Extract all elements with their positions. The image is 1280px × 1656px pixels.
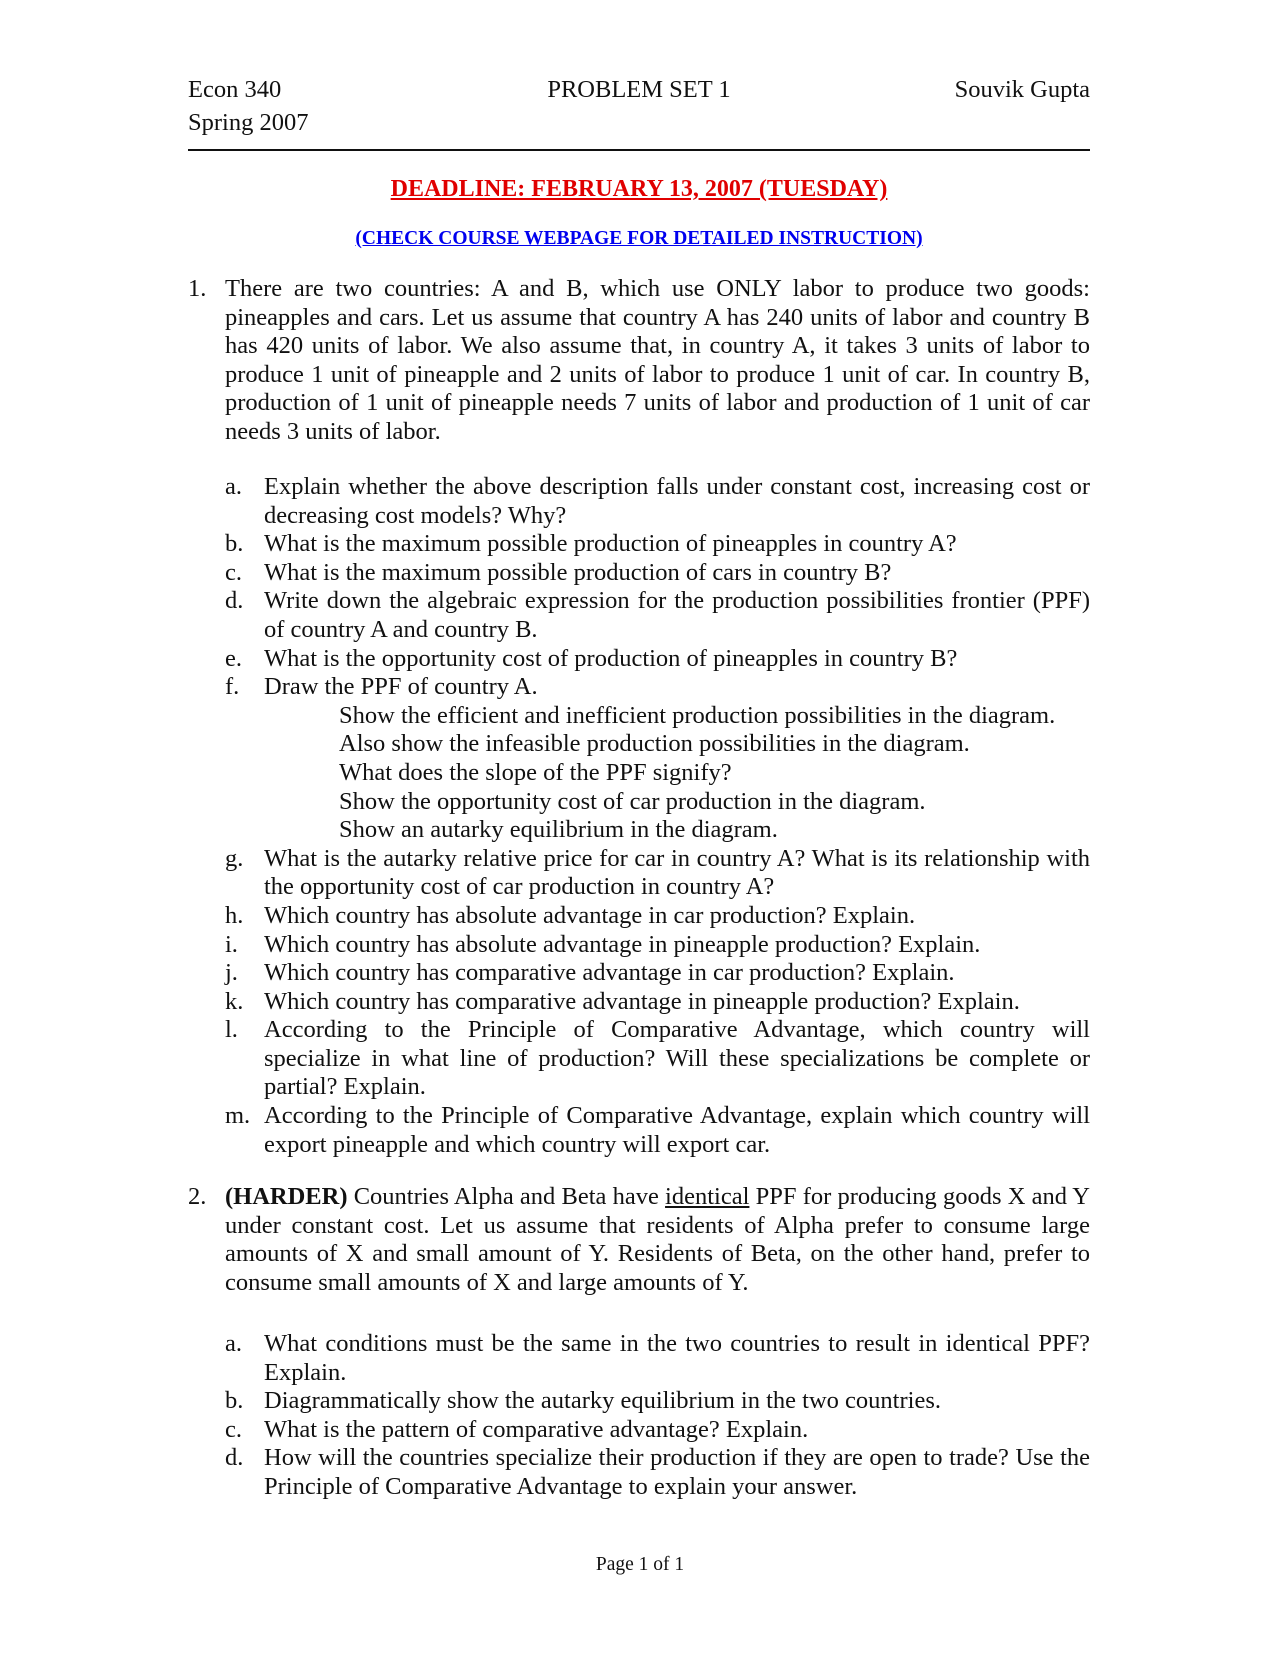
question-text: There are two countries: A and B, which use ONLY labor to produce two goods: pineapples and cars. Let us assume that country A has 240 units of labor and country B has 420 units of labor. We also assume that, in country A, it takes 3 units of labor to produce 1 unit of pineapple and 2 units of labor to produce 1 unit of car. In country B, production of 1 unit of pineapple needs 7 units of labor and production of 1 unit of car needs 3 units of labor. xyxy=(225,275,1090,445)
harder-tag: (HARDER) xyxy=(225,1183,348,1210)
part-label: d. xyxy=(225,587,244,615)
part-label: a. xyxy=(225,1330,242,1357)
part-text: Diagrammatically show the autarky equilibrium in the two countries. xyxy=(264,1387,941,1415)
part-label: b. xyxy=(225,530,244,558)
question-number: 1. xyxy=(188,275,207,302)
f-subitem: Show an autarky equilibrium in the diagram. xyxy=(339,816,778,844)
part-label: c. xyxy=(225,1415,242,1443)
q1-part-l xyxy=(225,1016,1090,1102)
q2-part-d xyxy=(225,1444,1090,1501)
part-text: What conditions must be the same in the two countries to result in identical PPF? Explain. xyxy=(264,1330,1090,1386)
part-text: Which country has absolute advantage in car production? Explain. xyxy=(264,901,916,929)
header-divider xyxy=(188,149,1090,151)
part-label: f. xyxy=(225,673,240,701)
q1-part-e xyxy=(225,645,1090,674)
q2-part-b xyxy=(225,1387,1090,1416)
part-label: d. xyxy=(225,1444,244,1472)
question-2-parts xyxy=(225,1330,1090,1502)
question-text xyxy=(225,1183,1090,1297)
q1-part-i xyxy=(225,931,1090,960)
part-text: According to the Principle of Comparative Advantage, explain which country will export pineapple and which country will export car. xyxy=(264,1102,1090,1158)
part-label: g. xyxy=(225,844,244,872)
part-label: h. xyxy=(225,901,244,929)
part-text: Write down the algebraic expression for the production possibilities frontier (PPF) of country A and country B. xyxy=(264,587,1090,643)
course-name: Econ 340 xyxy=(188,76,282,103)
q1-part-f-subitems xyxy=(225,702,1090,845)
part-label: a. xyxy=(225,473,242,500)
deadline-notice: DEADLINE: FEBRUARY 13, 2007 (TUESDAY) xyxy=(390,176,888,202)
part-text: Which country has absolute advantage in pineapple production? Explain. xyxy=(264,930,981,958)
q1-part-h xyxy=(225,902,1090,931)
f-subitem: Also show the infeasible production possibilities in the diagram. xyxy=(339,730,970,758)
part-label: c. xyxy=(225,558,242,586)
part-text: What is the opportunity cost of production of pineapples in country B? xyxy=(264,644,958,672)
question-text-part: Countries Alpha and Beta have xyxy=(347,1183,666,1210)
q1-part-f xyxy=(225,673,1090,702)
question-number: 2. xyxy=(188,1183,207,1210)
part-text: What is the maximum possible production of pineapples in country A? xyxy=(264,530,957,558)
f-subitem: What does the slope of the PPF signify? xyxy=(339,758,732,786)
part-text: According to the Principle of Comparative Advantage, which country will specialize in what line of production? Will these specializations be complete or partial? Explain. xyxy=(264,1016,1090,1101)
part-text: What is the pattern of comparative advantage? Explain. xyxy=(264,1415,809,1443)
q1-part-j xyxy=(225,959,1090,988)
part-label: i. xyxy=(225,930,238,958)
question-text-part: PPF for producing goods X and Y under constant cost. Let us assume that residents of Alpha prefer to consume large amounts of X and small amount of Y. Residents of Beta, on the other hand, prefer to consume small amounts of X and large amounts of Y. xyxy=(225,1183,1090,1296)
q1-part-c xyxy=(225,559,1090,588)
f-subitem: Show the opportunity cost of car production in the diagram. xyxy=(339,787,926,815)
q1-part-m xyxy=(225,1102,1090,1159)
part-label: e. xyxy=(225,644,242,672)
course-webpage-link[interactable]: (CHECK COURSE WEBPAGE FOR DETAILED INSTRUCTION) xyxy=(355,228,923,249)
course-term: Spring 2007 xyxy=(188,109,309,136)
part-label: l. xyxy=(225,1016,238,1044)
part-label: j. xyxy=(225,959,238,987)
question-1 xyxy=(188,275,1090,447)
part-text: What is the maximum possible production of cars in country B? xyxy=(264,558,892,586)
part-text: Explain whether the above description falls under constant cost, increasing cost or decreasing cost models? Why? xyxy=(264,473,1090,529)
q1-part-a xyxy=(225,473,1090,530)
f-subitem: Show the efficient and inefficient production possibilities in the diagram. xyxy=(339,701,1056,729)
emphasized-word: identical xyxy=(665,1183,750,1210)
page-header xyxy=(188,73,1090,145)
question-2 xyxy=(188,1183,1090,1297)
part-text: Draw the PPF of country A. xyxy=(264,673,538,701)
document-title: PROBLEM SET 1 xyxy=(547,76,731,103)
q1-part-g xyxy=(225,845,1090,902)
q2-part-c xyxy=(225,1416,1090,1445)
q2-part-a xyxy=(225,1330,1090,1387)
part-text: How will the countries specialize their production if they are open to trade? Use the Principle of Comparative Advantage to explain your answer. xyxy=(264,1444,1090,1500)
part-label: m. xyxy=(225,1102,251,1130)
author-name: Souvik Gupta xyxy=(954,76,1090,103)
part-text: Which country has comparative advantage in pineapple production? Explain. xyxy=(264,987,1020,1015)
q1-part-b xyxy=(225,530,1090,559)
q1-part-d xyxy=(225,587,1090,644)
question-1-parts xyxy=(225,473,1090,1159)
part-text: What is the autarky relative price for car in country A? What is its relationship with the opportunity cost of car production in country A? xyxy=(264,844,1090,901)
part-label: k. xyxy=(225,987,244,1015)
page-footer: Page 1 of 1 xyxy=(595,1554,685,1575)
part-label: b. xyxy=(225,1387,244,1415)
q1-part-k xyxy=(225,988,1090,1017)
part-text: Which country has comparative advantage in car production? Explain. xyxy=(264,959,955,987)
